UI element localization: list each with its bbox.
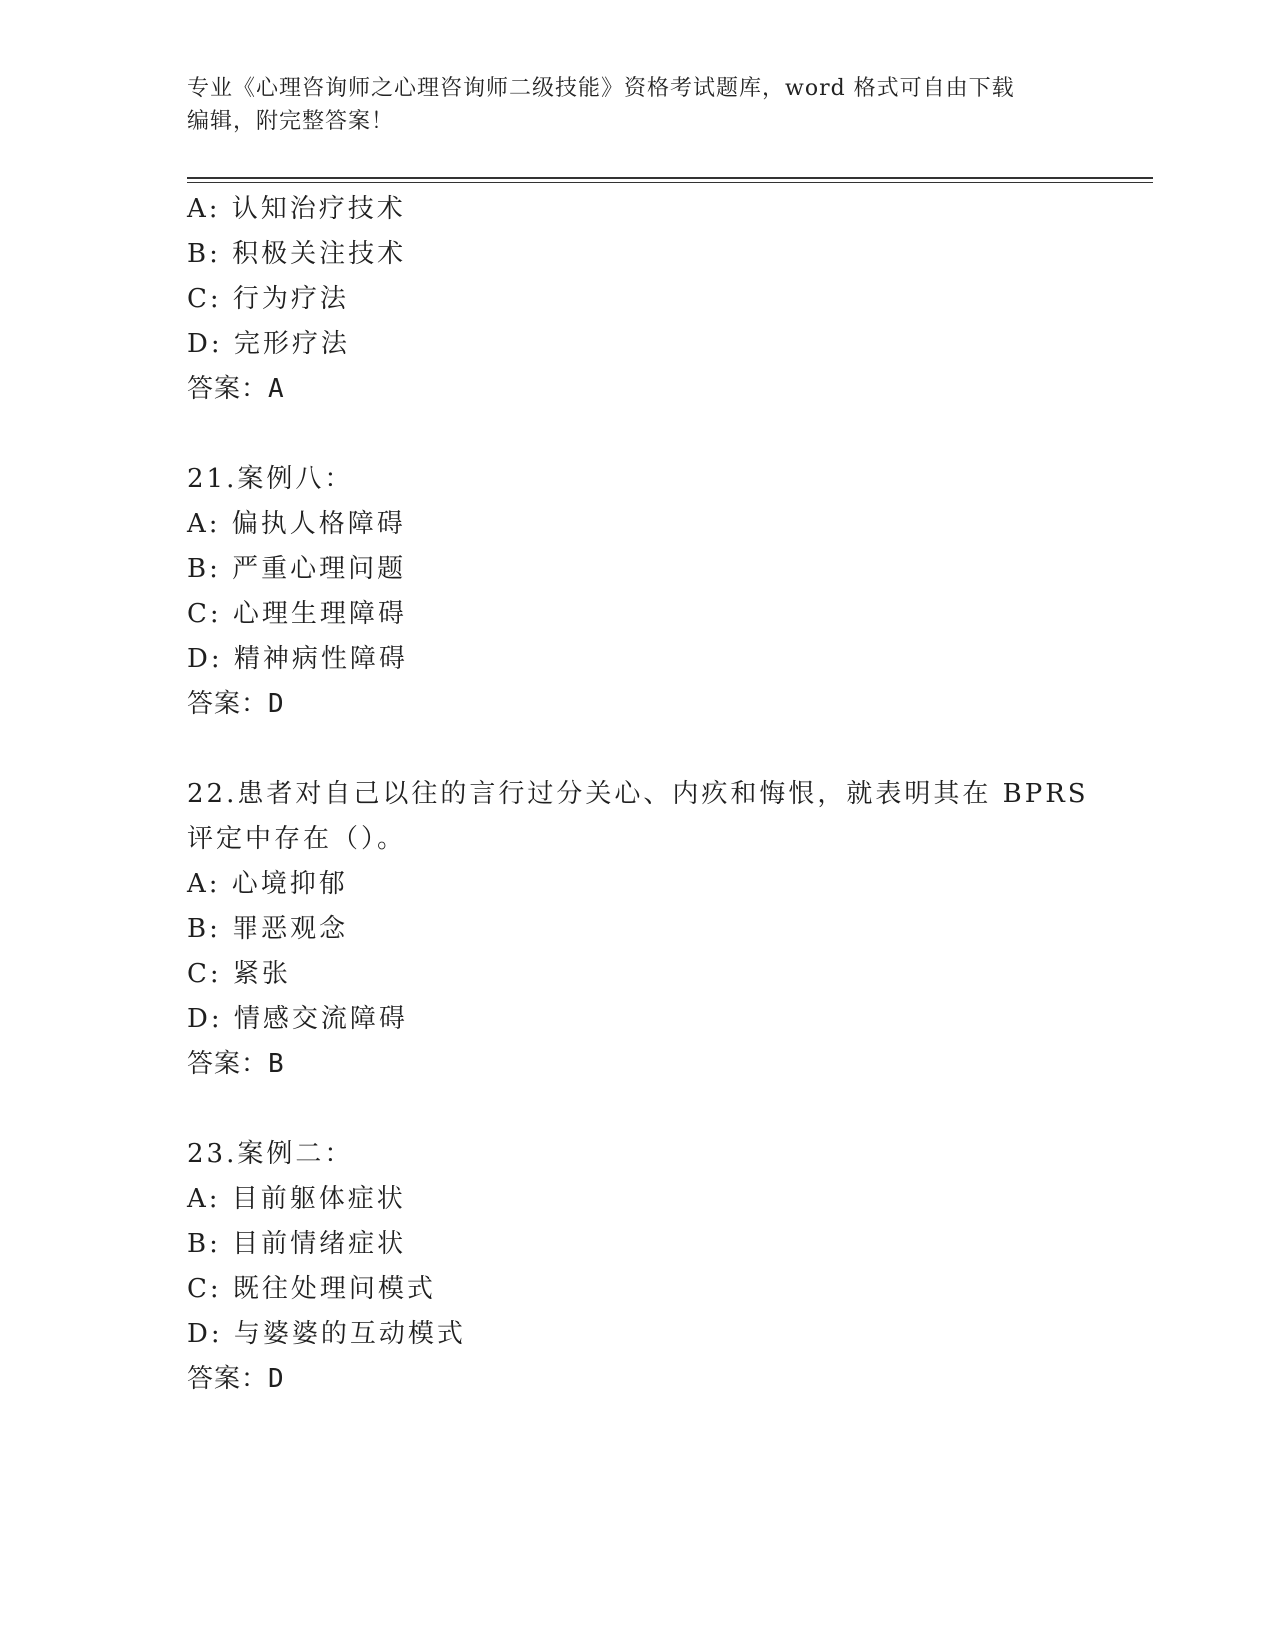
option-d: D: 与婆婆的互动模式: [187, 1319, 466, 1349]
question-22-line-1: 22.患者对自己以往的言行过分关心、内疚和悔恨，就表明其在 BPRS: [187, 779, 1089, 809]
option-d: D: 精神病性障碍: [187, 644, 408, 674]
option-b: B: 严重心理问题: [187, 554, 407, 584]
document-header: [187, 72, 1067, 138]
question-22-line-2: 评定中存在（）。: [187, 824, 407, 854]
option-b: B: 罪恶观念: [187, 914, 349, 944]
option-a: A: 偏执人格障碍: [187, 509, 406, 539]
answer-line: 答案：A: [187, 374, 285, 404]
option-a: A: 认知治疗技术: [187, 194, 406, 224]
option-d: D: 完形疗法: [187, 329, 350, 359]
option-b: B: 积极关注技术: [187, 239, 407, 269]
option-c: C: 紧张: [187, 959, 291, 989]
answer-line: 答案：B: [187, 1049, 285, 1079]
option-a: A: 心境抑郁: [187, 869, 348, 899]
header-line-2: 编辑，附完整答案！: [187, 109, 395, 134]
option-d: D: 情感交流障碍: [187, 1004, 408, 1034]
header-divider-thick: [187, 177, 1153, 179]
answer-line: 答案：D: [187, 1364, 285, 1394]
option-c: C: 行为疗法: [187, 284, 349, 314]
option-a: A: 目前躯体症状: [187, 1184, 406, 1214]
option-c: C: 心理生理障碍: [187, 599, 407, 629]
question-23: 23.案例二：: [187, 1139, 354, 1169]
header-line-1: 专业《心理咨询师之心理咨询师二级技能》资格考试题库，word 格式可自由下载: [187, 76, 1015, 101]
header-divider-thin: [187, 182, 1153, 183]
answer-line: 答案：D: [187, 689, 285, 719]
option-b: B: 目前情绪症状: [187, 1229, 407, 1259]
question-21: 21.案例八：: [187, 464, 354, 494]
option-c: C: 既往处理问模式: [187, 1274, 436, 1304]
